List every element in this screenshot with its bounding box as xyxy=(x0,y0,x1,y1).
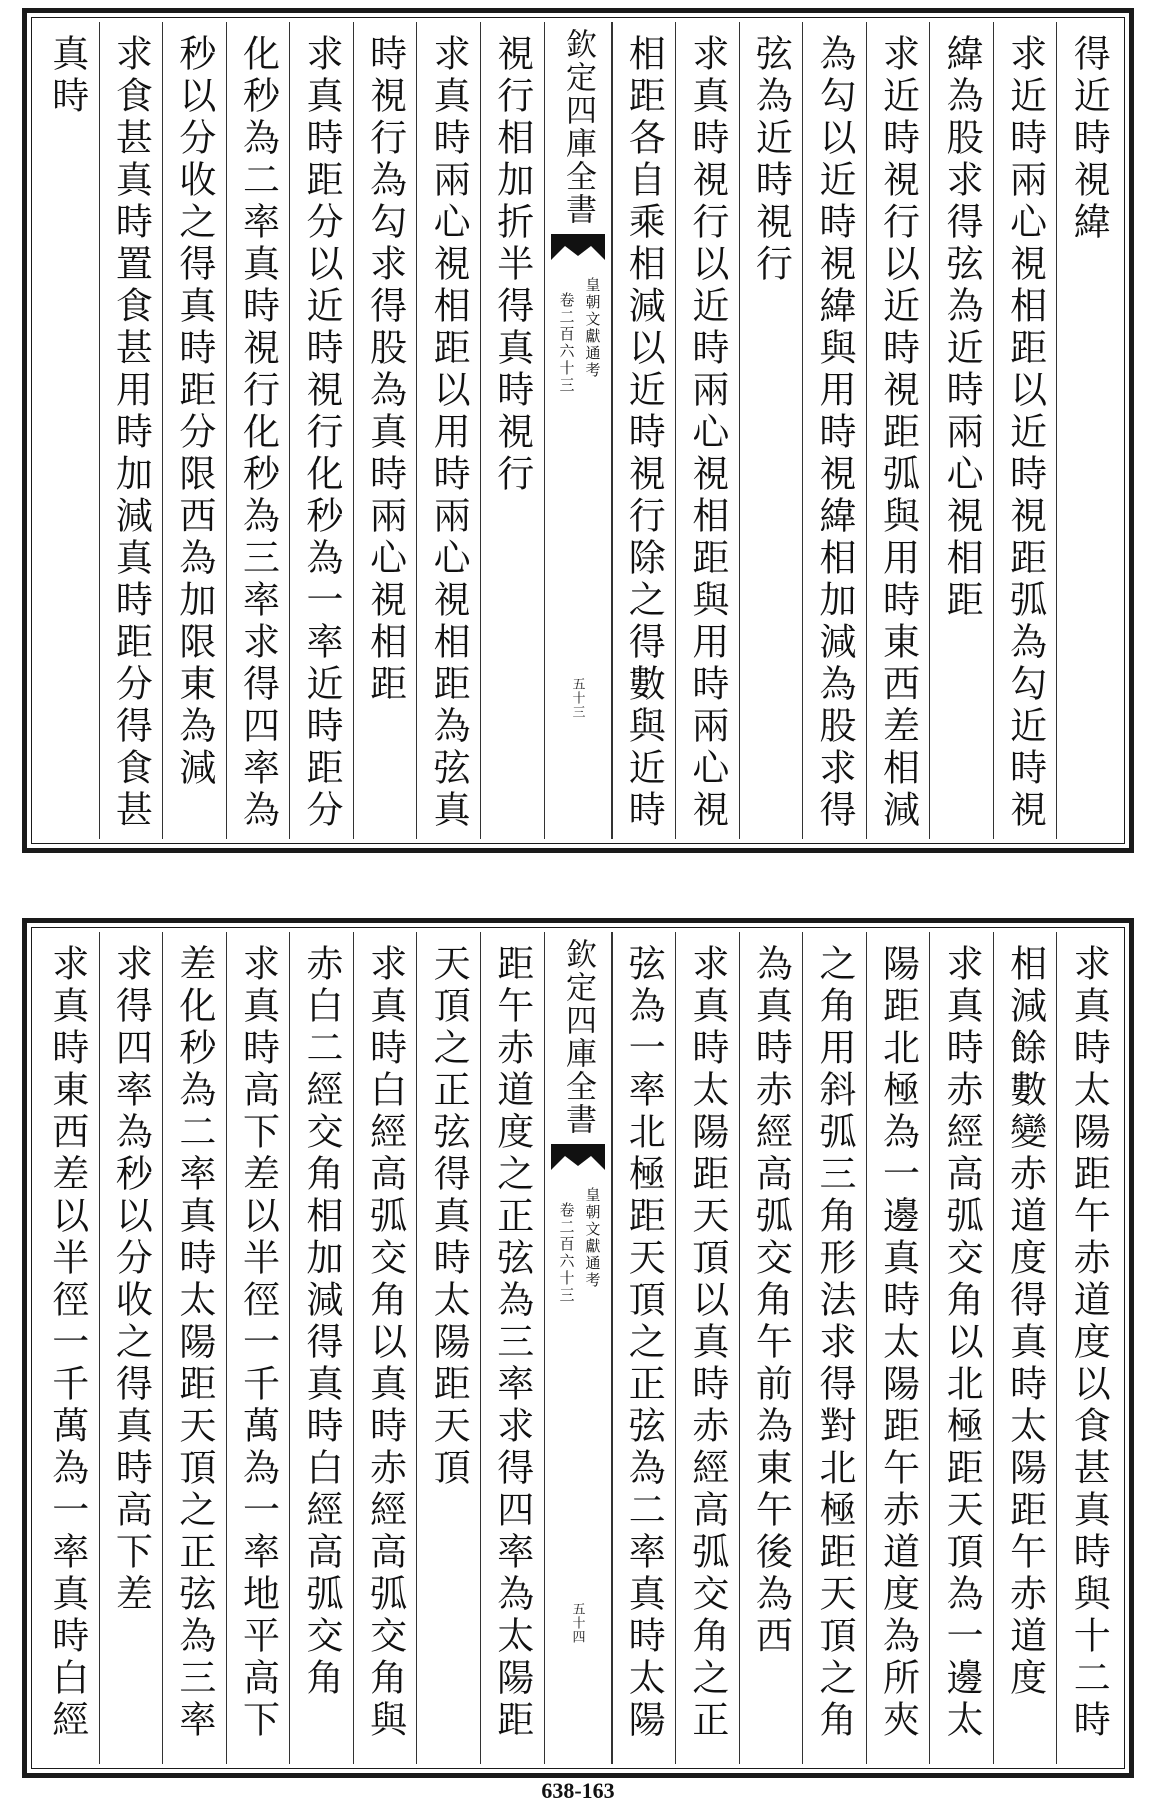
text-column: 相減餘數變赤道度得真時太陽距午赤道度 xyxy=(993,932,1057,1764)
text-column: 為真時赤經高弧交角午前為東午後為西 xyxy=(739,932,803,1764)
text-column: 得近時視緯 xyxy=(1056,22,1120,839)
page-frame-top xyxy=(22,8,1134,853)
fishtail-ornament xyxy=(551,234,605,260)
spine-volume: 卷二百六十三 xyxy=(557,1202,576,1304)
text-column: 求真時太陽距午赤道度以食甚真時與十二時 xyxy=(1056,932,1120,1764)
spine-source: 皇朝文獻通考 xyxy=(583,1187,602,1289)
text-column: 視行相加折半得真時視行 xyxy=(480,22,544,839)
text-column: 求真時東西差以半徑一千萬為一率真時白經 xyxy=(45,944,89,1742)
fishtail-ornament xyxy=(551,1144,605,1170)
page-bottom-columns xyxy=(36,932,1120,1764)
spine-volume: 卷二百六十三 xyxy=(557,292,576,394)
text-column: 求真時赤經高弧交角以北極距天頂為一邊太 xyxy=(929,932,993,1764)
text-column: 求真時高下差以半徑一千萬為一率地平高下 xyxy=(226,932,290,1764)
text-column: 時視行為勾求得股為真時兩心視相距 xyxy=(353,22,417,839)
text-column: 求真時白經高弧交角以真時赤經高弧交角與 xyxy=(353,932,417,1764)
text-column: 緯為股求得弦為近時兩心視相距 xyxy=(929,22,993,839)
text-column: 距午赤道度之正弦為三率求得四率為太陽距 xyxy=(480,932,544,1764)
text-column: 差化秒為二率真時太陽距天頂之正弦為三率 xyxy=(162,932,226,1764)
text-column: 求食甚真時置食甚用時加減真時距分得食甚 xyxy=(99,22,163,839)
text-column: 弦為一率北極距天頂之正弦為二率真時太陽 xyxy=(612,932,676,1764)
text-column: 求真時距分以近時視行化秒為一率近時距分 xyxy=(289,22,353,839)
text-column: 求真時視行以近時兩心視相距與用時兩心視 xyxy=(675,22,739,839)
text-column: 求真時兩心視相距以用時兩心視相距為弦真 xyxy=(416,22,480,839)
text-column: 求得四率為秒以分收之得真時高下差 xyxy=(99,932,163,1764)
text-column: 真時 xyxy=(45,34,89,118)
page-number: 638-163 xyxy=(541,1778,615,1803)
text-column: 求近時兩心視相距以近時視距弧為勾近時視 xyxy=(993,22,1057,839)
text-column: 求近時視行以近時視距弧與用時東西差相減 xyxy=(866,22,930,839)
spine-title: 欽定四庫全書 xyxy=(560,938,596,1136)
text-column: 化秒為二率真時視行化秒為三率求得四率為 xyxy=(226,22,290,839)
text-column: 求真時太陽距天頂以真時赤經高弧交角之正 xyxy=(675,932,739,1764)
spine-leaf-number: 五十三 xyxy=(569,677,585,719)
spine-source: 皇朝文獻通考 xyxy=(583,277,602,379)
text-column: 秒以分收之得真時距分限西為加限東為減 xyxy=(162,22,226,839)
text-column: 相距各自乘相減以近時視行除之得數與近時 xyxy=(612,22,676,839)
text-column: 赤白二經交角相加減得真時白經高弧交角 xyxy=(289,932,353,1764)
page-frame-bottom xyxy=(22,918,1134,1778)
book-spine xyxy=(544,932,612,1764)
text-column: 之角用斜弧三角形法求得對北極距天頂之角 xyxy=(802,932,866,1764)
text-column: 天頂之正弦得真時太陽距天頂 xyxy=(416,932,480,1764)
book-spine xyxy=(544,22,612,839)
text-column: 陽距北極為一邊真時太陽距午赤道度為所夾 xyxy=(866,932,930,1764)
text-column: 為勾以近時視緯與用時視緯相加減為股求得 xyxy=(802,22,866,839)
text-column: 弦為近時視行 xyxy=(739,22,803,839)
spine-title: 欽定四庫全書 xyxy=(560,28,596,226)
spine-leaf-number: 五十四 xyxy=(569,1602,585,1644)
page-top-columns xyxy=(36,22,1120,839)
